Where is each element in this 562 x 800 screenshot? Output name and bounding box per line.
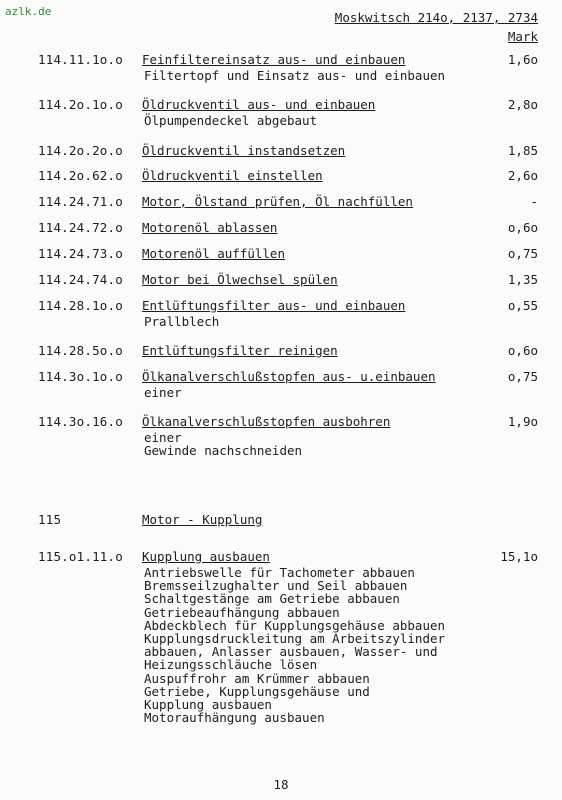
operation-title: Motor, Ölstand prüfen, Öl nachfüllen [142, 194, 413, 209]
operation-value: o,6o [507, 220, 538, 235]
operation-substeps [144, 566, 445, 724]
substep-line: Auspuffrohr am Krümmer abbauen [144, 670, 370, 686]
substep-line: Motoraufhängung ausbauen [144, 710, 325, 726]
operation-value: 1,85 [507, 143, 538, 158]
operation-substeps [144, 315, 219, 328]
operation-title: Entlüftungsfilter aus- und einbauen [142, 298, 406, 313]
page-number: 18 [273, 777, 289, 792]
substep-line: abbauen, Anlasser ausbauen, Wasser- und [144, 644, 438, 660]
operation-value: 15,1o [500, 549, 538, 564]
operation-title: Motorenöl auffüllen [142, 246, 285, 261]
operation-code: 114.11.1o.o [38, 52, 123, 67]
operation-substeps [144, 69, 445, 82]
operation-title: Öldruckventil aus- und einbauen [142, 97, 376, 112]
operation-value: 1,6o [507, 52, 538, 67]
substep-line: Gewinde nachschneiden [144, 443, 303, 459]
operation-title: Ölkanalverschlußstopfen ausbohren [142, 414, 391, 429]
operation-substeps [144, 114, 317, 127]
operation-value: - [530, 194, 538, 209]
operation-code: 114.24.72.o [38, 220, 123, 235]
substep-line: einer [144, 430, 182, 445]
operation-code: 115 [38, 512, 62, 527]
substep-line: Bremsseilzughalter und Seil abbauen [144, 578, 408, 594]
operation-title: Feinfiltereinsatz aus- und einbauen [142, 52, 406, 67]
page-header-title: Moskwitsch 214o, 2137, 2734 [334, 10, 538, 25]
substep-line: Kupplungsdruckleitung am Arbeitszylinder [144, 631, 446, 647]
operation-code: 114.3o.1o.o [38, 369, 123, 384]
operation-title: Motor bei Ölwechsel spülen [142, 272, 338, 287]
substep-line: Schaltgestänge am Getriebe abbauen [144, 591, 400, 607]
substep-line: Getriebeaufhängung abbauen [144, 604, 340, 620]
operation-value: o,75 [507, 246, 538, 261]
operation-title: Öldruckventil instandsetzen [142, 143, 346, 158]
operation-code: 114.2o.1o.o [38, 97, 123, 112]
operation-code: 114.3o.16.o [38, 414, 123, 429]
substep-line: Heizungsschläuche lösen [144, 657, 318, 673]
operation-title: Motor - Kupplung [142, 512, 263, 527]
watermark: azlk.de [5, 5, 52, 18]
operation-title: Motorenöl ablassen [142, 220, 278, 235]
operation-substeps [144, 386, 182, 399]
operation-title: Kupplung ausbauen [142, 549, 270, 564]
operation-title: Entlüftungsfilter reinigen [142, 343, 338, 358]
substep-line: Kupplung ausbauen [144, 697, 272, 713]
operation-value: o,75 [507, 369, 538, 384]
operation-code: 114.2o.62.o [38, 168, 123, 183]
operation-title: Öldruckventil einstellen [142, 168, 323, 183]
operation-value: o,6o [507, 343, 538, 358]
operation-value: 1,9o [507, 414, 538, 429]
operation-substeps [144, 431, 302, 457]
operation-value: 2,6o [507, 168, 538, 183]
operation-value: o,55 [507, 298, 538, 313]
operation-title: Ölkanalverschlußstopfen aus- u.einbauen [142, 369, 436, 384]
operation-code: 114.24.74.o [38, 272, 123, 287]
operation-value: 2,8o [507, 97, 538, 112]
operation-code: 114.24.73.o [38, 246, 123, 261]
substep-line: Ölpumpendeckel abgebaut [144, 113, 318, 128]
operation-code: 114.28.1o.o [38, 298, 123, 313]
column-header-mark: Mark [507, 29, 538, 44]
substep-line: Antriebswelle für Tachometer abbauen [144, 565, 415, 580]
operation-code: 114.28.5o.o [38, 343, 123, 358]
operation-code: 114.2o.2o.o [38, 143, 123, 158]
substep-line: Getriebe, Kupplungsgehäuse und [144, 683, 370, 699]
substep-line: einer [144, 385, 182, 400]
substep-line: Abdeckblech für Kupplungsgehäuse abbauen [144, 617, 446, 633]
operation-code: 114.24.71.o [38, 194, 123, 209]
substep-line: Filtertopf und Einsatz aus- und einbauen [144, 68, 446, 83]
operation-code: 115.o1.11.o [38, 549, 123, 564]
operation-value: 1,35 [507, 272, 538, 287]
substep-line: Prallblech [144, 314, 220, 329]
